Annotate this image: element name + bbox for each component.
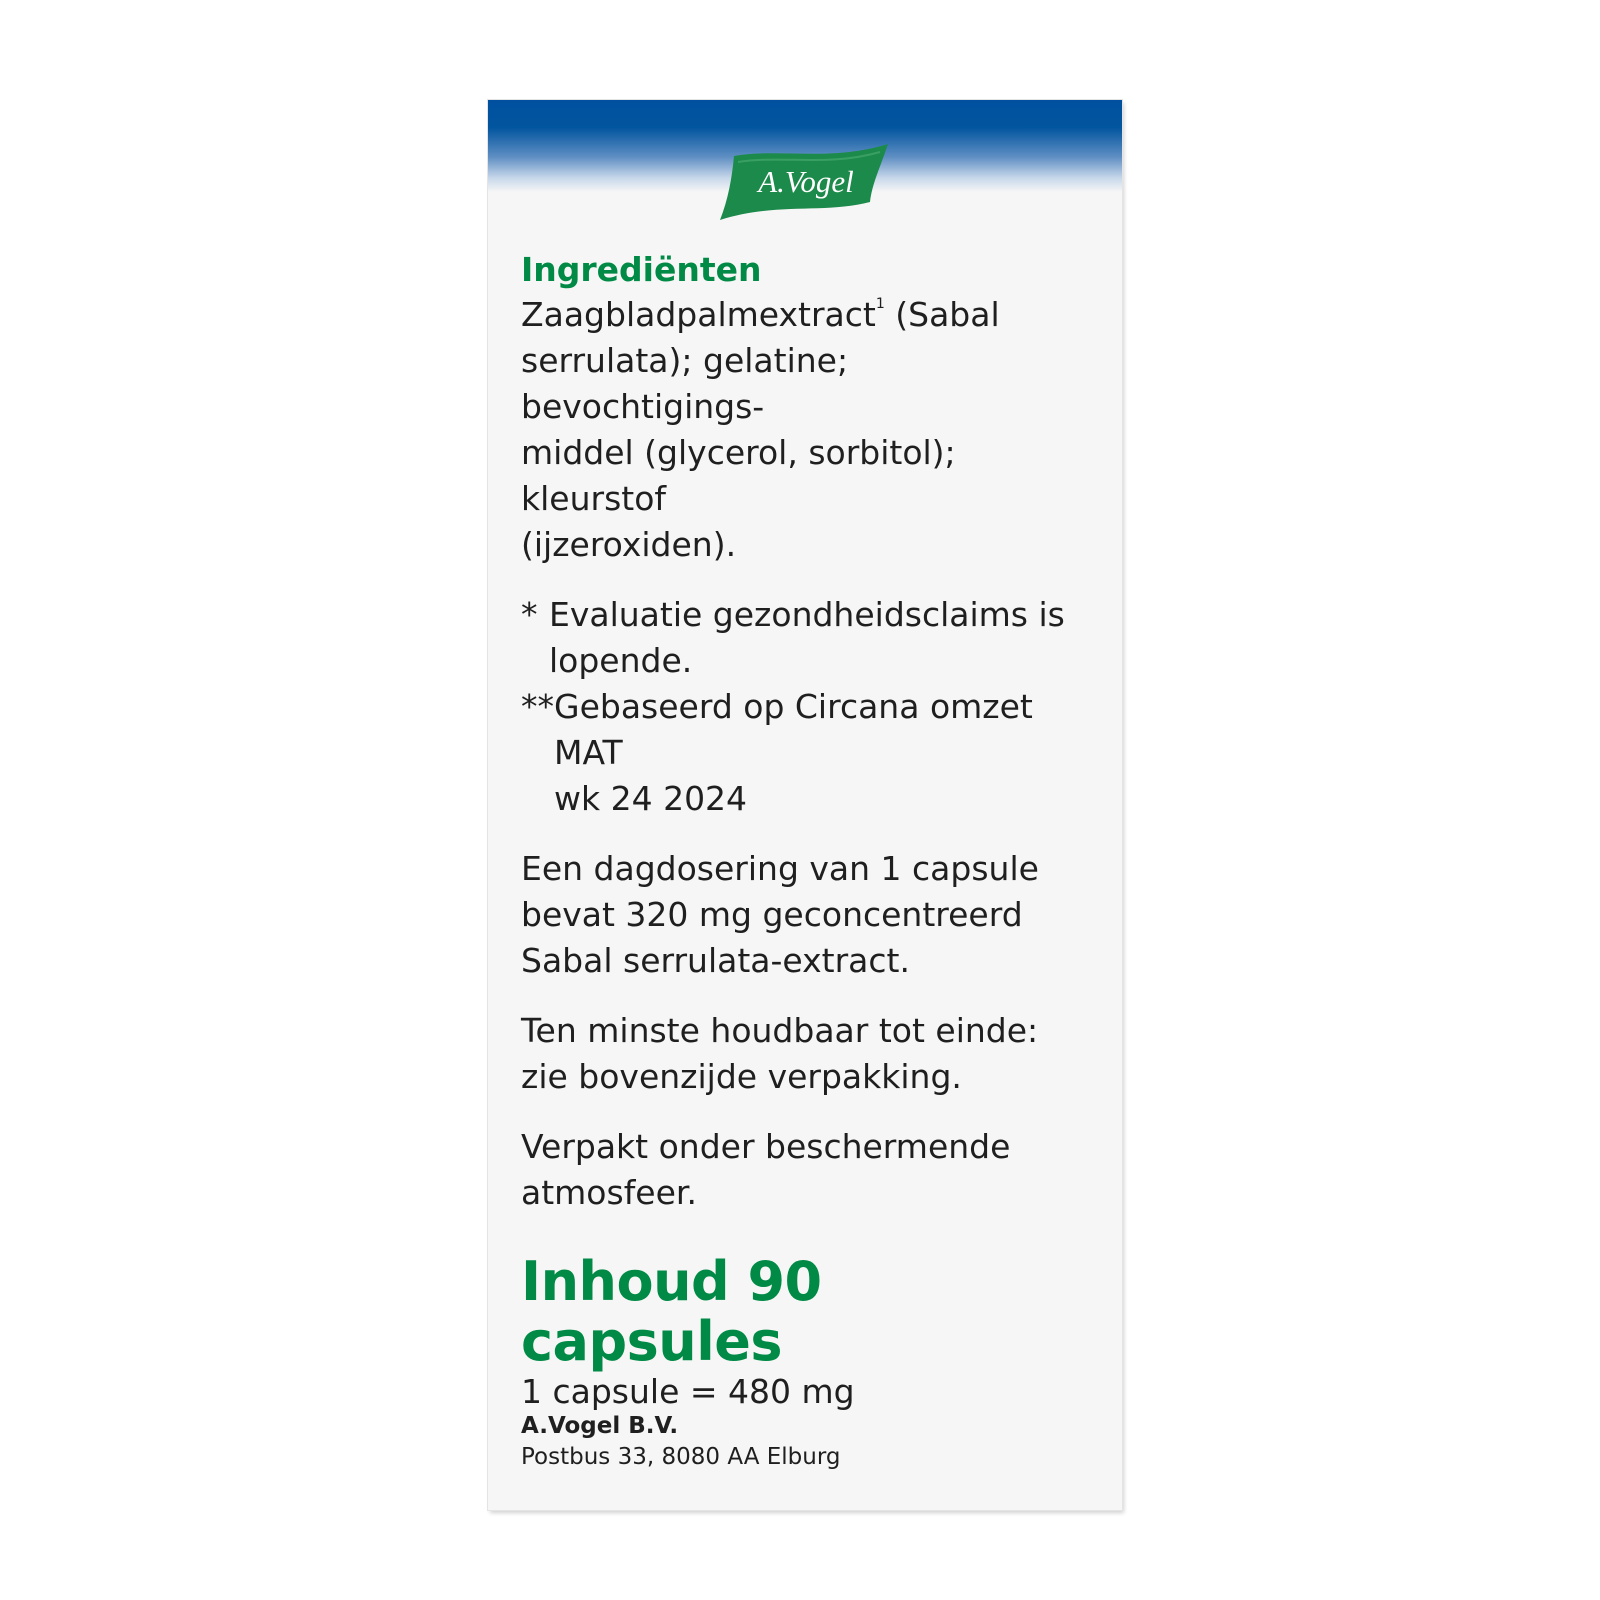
product-back-label [488, 100, 1122, 1510]
ingredient-line-2: serrulata); gelatine; bevochtigings- [521, 341, 849, 426]
footnote-marker: 1 [875, 296, 885, 312]
footnote-line: lopende. [549, 641, 693, 680]
footnote-line: Evaluatie gezondheidsclaims is [549, 595, 1065, 634]
manufacturer-address [521, 1411, 841, 1473]
footnote-claims [521, 592, 1091, 684]
shelf-life-text: Ten minste houdbaar tot einde: zie bovenzijde verpakking. [521, 1011, 1039, 1096]
logo-text: A.Vogel [758, 164, 854, 199]
ingredients-text [521, 292, 1091, 568]
ingredient-line-3: middel (glycerol, sorbitol); kleurstof [521, 433, 956, 518]
footnote-source [521, 684, 1091, 822]
footnote-line: Gebaseerd op Circana omzet MAT [554, 687, 1033, 772]
footnote-mark: * [521, 595, 538, 634]
dosage-text: Een dagdosering van 1 capsule bevat 320 mg geconcentreerd Sabal serrulata-extract. [521, 849, 1039, 980]
postal-address: Postbus 33, 8080 AA Elburg [521, 1444, 841, 1470]
ingredient-line-1: Zaagbladpalmextract$^1$ (Sabal [521, 295, 1000, 334]
label-content [521, 248, 1091, 1412]
ingredients-heading: Ingrediënten [521, 250, 762, 289]
company-name: A.Vogel B.V. [521, 1413, 679, 1439]
footnote-line: wk 24 2024 [554, 779, 748, 818]
packaging-text: Verpakt onder beschermende atmosfeer. [521, 1127, 1011, 1212]
avogel-logo [720, 144, 890, 220]
contents-title: Inhoud 90 capsules [521, 1250, 822, 1373]
footnote-mark: ** [521, 687, 554, 726]
contents-subtitle: 1 capsule = 480 mg [521, 1372, 855, 1411]
ingredient-line-4: (ijzeroxiden). [521, 525, 737, 564]
